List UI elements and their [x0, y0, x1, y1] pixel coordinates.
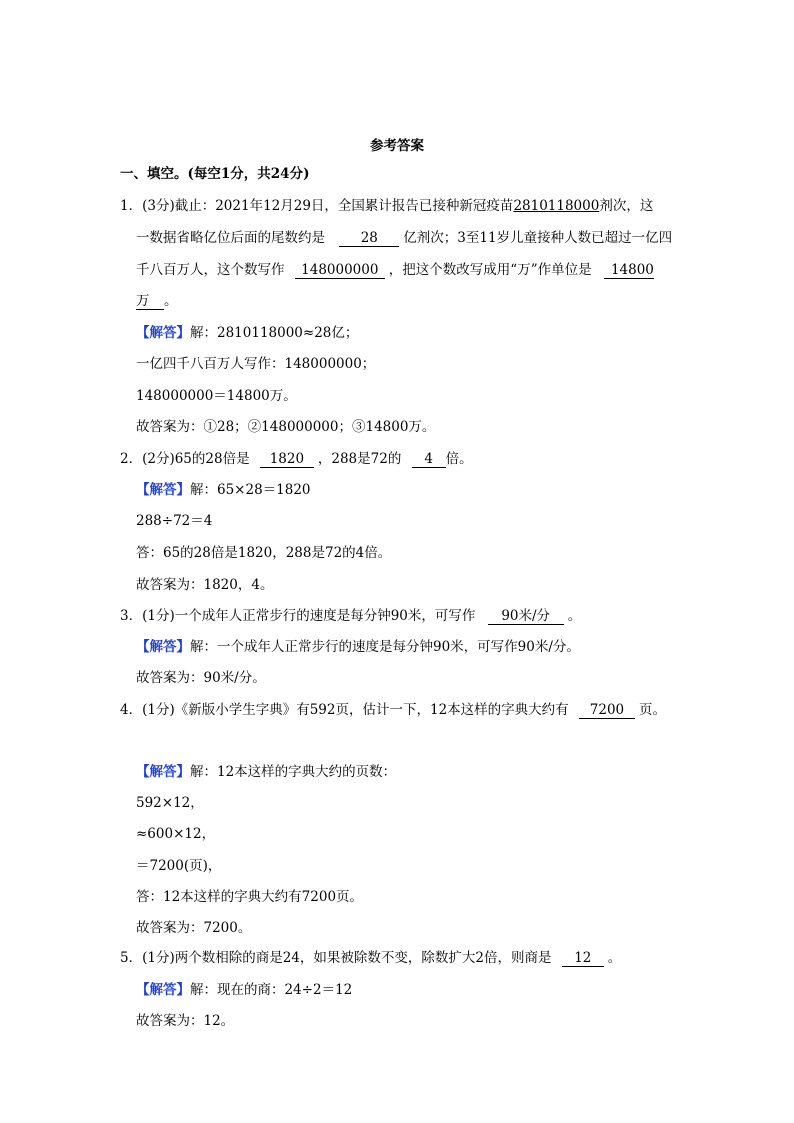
q3-answer-blank: 90米/分 — [488, 608, 564, 625]
solution-text: 解：一个成年人正常步行的速度是每分钟90米，可写作90米/分。 — [190, 639, 580, 655]
solution-text: 解：现在的商：24÷2＝12 — [190, 982, 353, 998]
q1-answer-blank-3: 14800 — [604, 262, 654, 279]
q5-line1 — [120, 948, 621, 968]
q5-text: 5．(1分)两个数相除的商是24，如果被除数不变，除数扩大2倍，则商是 — [120, 950, 552, 966]
q2-solution-line2: 288÷72＝4 — [136, 513, 213, 529]
q1-answer-blank-3-cont: 万 — [136, 293, 164, 310]
q1-answer-blank-1: 28 — [339, 230, 399, 247]
q1-text: 亿剂次；3至11岁儿童接种人数已超过一亿四 — [403, 230, 673, 246]
q5-solution-line1 — [136, 980, 352, 1000]
q3-line1 — [120, 606, 581, 626]
q1-solution-line3: 148000000＝14800万。 — [136, 388, 297, 404]
q3-solution-line1 — [136, 637, 580, 657]
q3-text: 。 — [567, 608, 582, 624]
q1-line2 — [136, 228, 672, 248]
q3-answer-summary: 故答案为：90米/分。 — [136, 670, 266, 686]
q2-answer-blank-1: 1820 — [260, 451, 314, 468]
q4-line1 — [120, 700, 666, 720]
q4-solution-line3: ≈600×12， — [136, 826, 216, 842]
q1-text: 剂次，这 — [599, 198, 654, 214]
q1-text: 千八百万人，这个数写作 — [136, 262, 285, 278]
q1-text: 一数据省略亿位后面的尾数约是 — [136, 230, 325, 246]
q1-text: 。 — [164, 293, 178, 309]
q1-solution-line1 — [136, 323, 358, 343]
q4-solution-line5: 答：12本这样的字典大约有7200页。 — [136, 889, 364, 905]
q2-solution-line3: 答：65的28倍是1820，288是72的4倍。 — [136, 545, 392, 561]
q4-solution-line1 — [136, 762, 396, 782]
solution-text: 解：12本这样的字典大约的页数： — [190, 764, 397, 780]
q1-solution-line2: 一亿四千八百万人写作：148000000； — [136, 356, 376, 372]
q4-answer-summary: 故答案为：7200。 — [136, 920, 252, 936]
q2-solution-line1 — [136, 480, 311, 500]
q5-answer-summary: 故答案为：12。 — [136, 1013, 235, 1029]
page-title: 参考答案 — [370, 138, 424, 154]
solution-tag: 【解答】 — [136, 325, 190, 341]
solution-text: 解：65×28＝1820 — [190, 482, 311, 498]
q1-underlined-number: 2810118000 — [513, 198, 600, 214]
q2-text: 倍。 — [445, 451, 473, 467]
q1-text: ，把这个数改写成用“万”作单位是 — [388, 262, 592, 278]
solution-tag: 【解答】 — [136, 982, 190, 998]
q2-line1 — [120, 449, 473, 469]
q1-answer-summary: 故答案为：①28；②148000000；③14800万。 — [136, 419, 436, 435]
q1-line1 — [120, 196, 653, 216]
q1-text: 1．(3分)截止：2021年12月29日，全国累计报告已接种新冠疫苗 — [120, 198, 514, 214]
q1-line3 — [136, 260, 654, 280]
q5-text: 。 — [607, 950, 622, 966]
q4-answer-blank: 7200 — [579, 702, 635, 719]
solution-text: 解：2810118000≈28亿； — [190, 325, 359, 341]
q3-text: 3．(1分)一个成年人正常步行的速度是每分钟90米，可写作 — [120, 608, 476, 624]
q1-answer-blank-2: 148000000 — [295, 262, 385, 279]
q5-answer-blank: 12 — [562, 950, 604, 967]
q2-text: ，288是72的 — [317, 451, 402, 467]
q1-line4 — [136, 291, 178, 311]
q2-text: 2．(2分)65的28倍是 — [120, 451, 250, 467]
q4-text: 4．(1分)《新版小学生字典》有592页，估计一下，12本这样的字典大约有 — [120, 702, 569, 718]
solution-tag: 【解答】 — [136, 482, 190, 498]
q4-solution-line2: 592×12， — [136, 795, 204, 811]
q4-text: 页。 — [638, 702, 666, 718]
q4-solution-line4: ＝7200(页)， — [136, 858, 222, 874]
solution-tag: 【解答】 — [136, 639, 190, 655]
q2-answer-blank-2: 4 — [412, 451, 446, 468]
q2-answer-summary: 故答案为：1820，4。 — [136, 577, 274, 593]
solution-tag: 【解答】 — [136, 764, 190, 780]
section-heading: 一、填空。(每空1分，共24分) — [120, 166, 310, 182]
